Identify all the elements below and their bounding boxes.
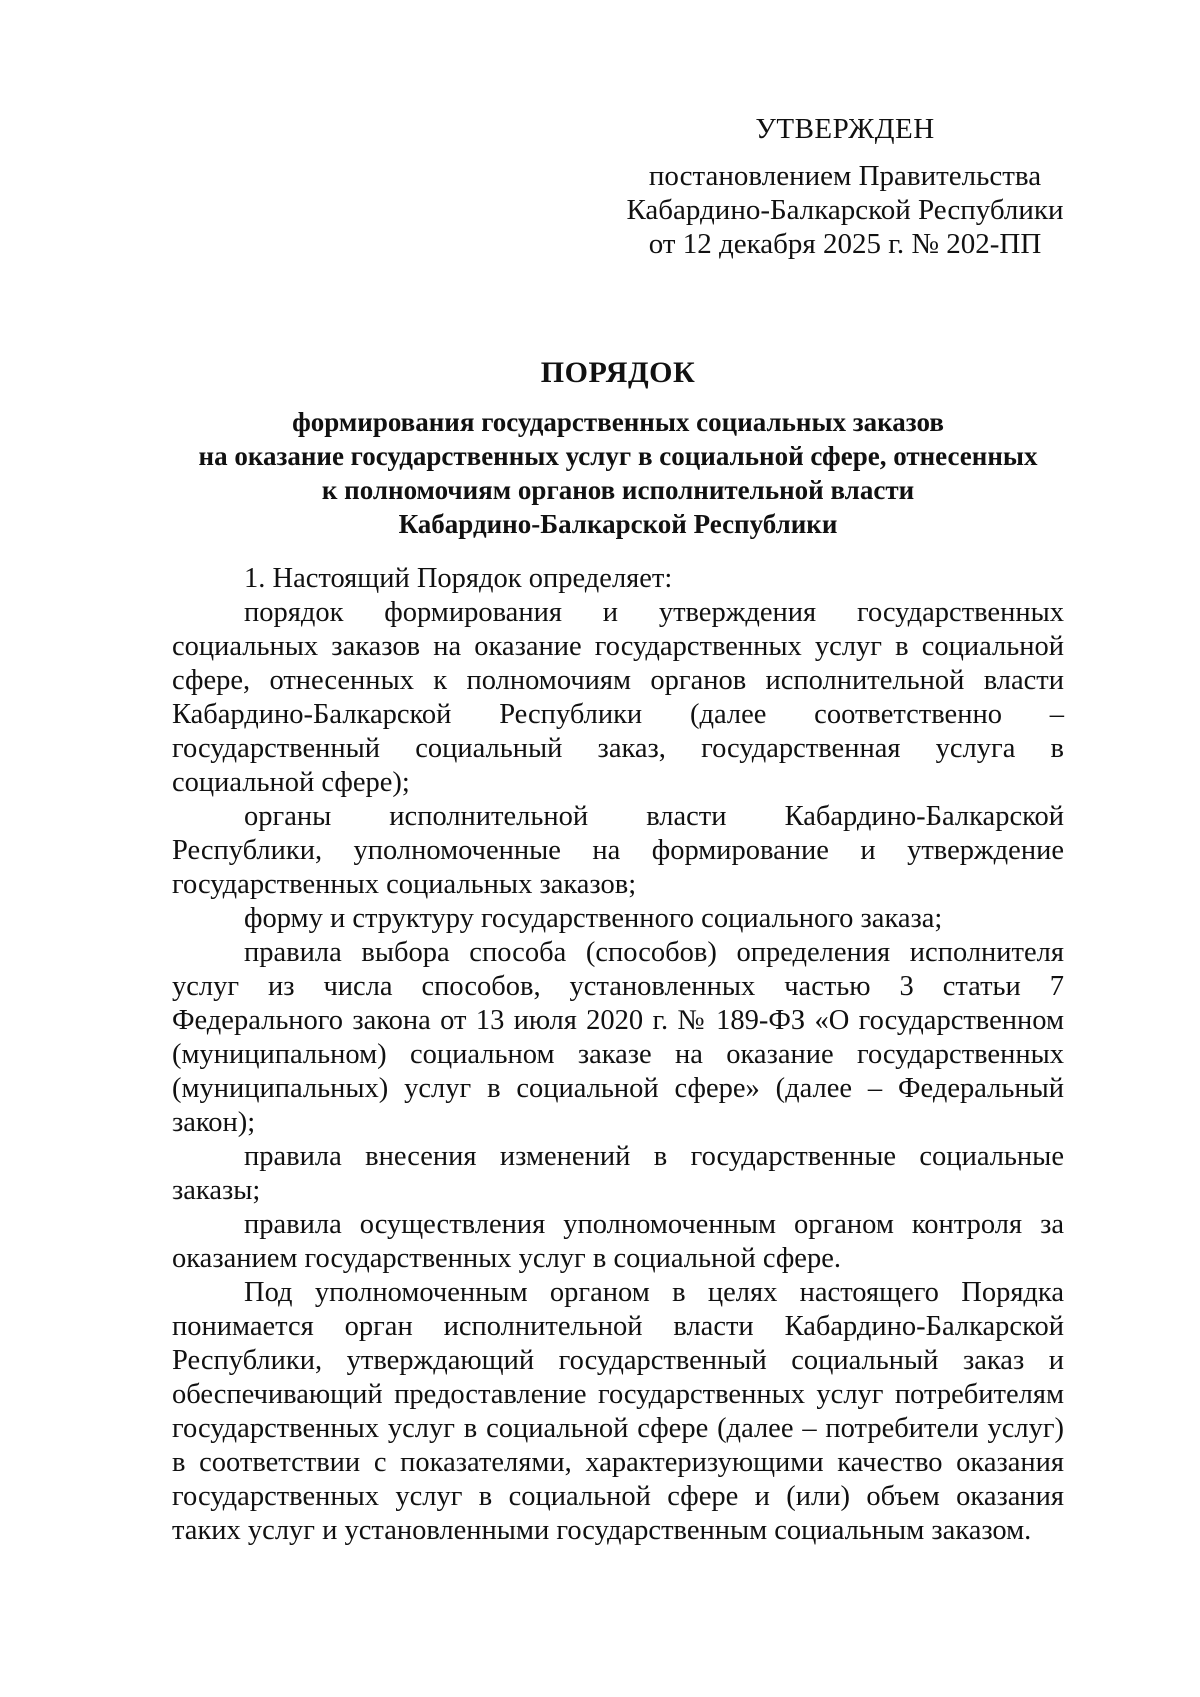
- document-subtitle: [172, 405, 1064, 541]
- approved-label: УТВЕРЖДЕН: [755, 113, 935, 145]
- paragraph: Под уполномоченным органом в целях настоящего Порядка понимается орган исполнительной власти Кабардино-Балкарской Республики, утверждающий государственный социальный заказ и обеспечивающий предоставление государственных услуг потребителям государственных услуг в социальной сфере (далее – потребители услуг) в соответствии с показателями, характеризующими качество оказания государственных услуг в социальной сфере и (или) объем оказания таких услуг и установленными государственным социальным заказом.: [172, 1277, 1064, 1546]
- subtitle-line: Кабардино-Балкарской Республики: [398, 509, 838, 539]
- approval-line-resolution: постановлением Правительства: [648, 160, 1042, 192]
- subtitle-line: формирования государственных социальных заказов: [292, 407, 944, 437]
- paragraph: порядок формирования и утверждения государственных социальных заказов на оказание государственных услуг в социальной сфере, отнесенных к полномочиям органов исполнительной власти Кабардино-Балкарской Республики (далее соответственно – государственный социальный заказ, государственная услуга в социальной сфере);: [172, 597, 1064, 798]
- document-title-block: [172, 355, 1064, 541]
- approval-line-republic: Кабардино-Балкарской Республики: [626, 194, 1064, 226]
- document-body: [172, 562, 1064, 1548]
- paragraph: органы исполнительной власти Кабардино-Балкарской Республики, уполномоченные на формирование и утверждение государственных социальных заказов;: [172, 801, 1064, 900]
- paragraph: 1. Настоящий Порядок определяет:: [244, 563, 673, 594]
- approval-line-date-number: от 12 декабря 2025 г. № 202-ПП: [648, 228, 1042, 260]
- approval-stamp-block: [610, 112, 1080, 261]
- paragraph: правила внесения изменений в государственные социальные заказы;: [172, 1141, 1064, 1206]
- document-title: ПОРЯДОК: [540, 356, 696, 389]
- subtitle-line: на оказание государственных услуг в социальной сфере, отнесенных: [198, 441, 1038, 471]
- paragraph: правила выбора способа (способов) определения исполнителя услуг из числа способов, установленных частью 3 статьи 7 Федерального закона от 13 июля 2020 г. № 189-ФЗ «О государственном (муниципальном) социальном заказе на оказание государственных (муниципальных) услуг в социальной сфере» (далее – Федеральный закон);: [172, 937, 1064, 1138]
- paragraph: форму и структуру государственного социального заказа;: [244, 903, 943, 934]
- subtitle-line: к полномочиям органов исполнительной власти: [321, 475, 915, 505]
- paragraph: правила осуществления уполномоченным органом контроля за оказанием государственных услуг в социальной сфере.: [172, 1209, 1064, 1274]
